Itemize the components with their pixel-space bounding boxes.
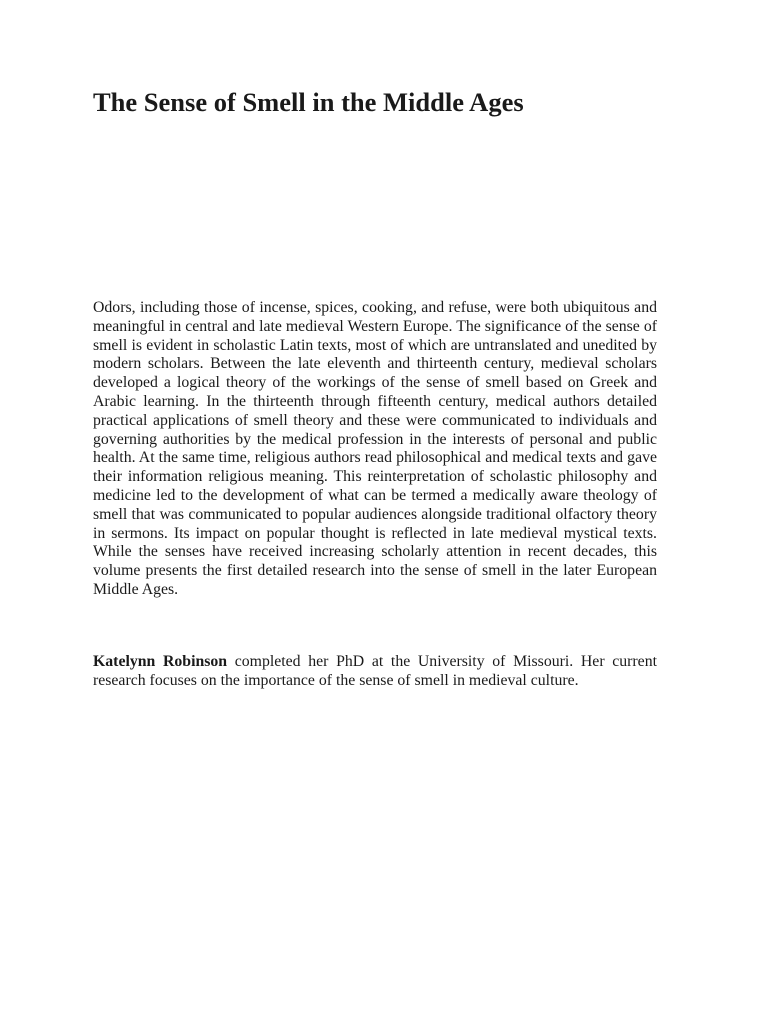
book-description: Odors, including those of incense, spices, cooking, and refuse, were both ubiquitous and meaningful in central and late medieval Western Europe. The significance of the sense of smell is evident in scholastic Latin texts, most of which are untranslated and unedited by modern scholars. Between the late eleventh and thirteenth century, medieval scholars developed a logical theory of the workings of the sense of smell based on Greek and Arabic learning. In the thirteenth through fifteenth century, medical authors detailed practical applications of smell theory and these were communicated to individuals and governing authorities by the medical profession in the interests of personal and public health. At the same time, religious authors read philosophical and medical texts and gave their information religious meaning. This reinterpretation of scholastic philosophy and medicine led to the development of what can be termed a medically aware theology of smell that was communicated to popular audiences alongside traditional olfactory theory in sermons. Its impact on popular thought is reflected in late medieval mystical texts. While the senses have received increasing scholarly attention in recent decades, this volume presents the first detailed research into the sense of smell in the later European Middle Ages. — [93, 299, 657, 598]
author-bio-text: completed her PhD at the University of Missouri. Her current research focuses on the importance of the sense of smell in medieval culture. — [93, 653, 657, 689]
author-name: Katelynn Robinson — [93, 653, 228, 670]
author-bio — [93, 653, 657, 691]
book-title: The Sense of Smell in the Middle Ages — [93, 87, 524, 117]
